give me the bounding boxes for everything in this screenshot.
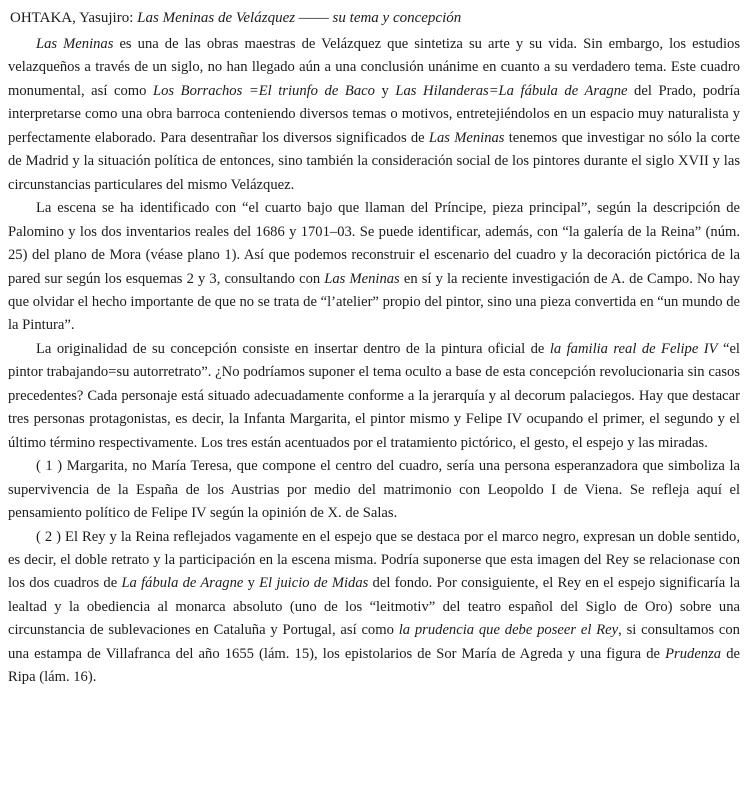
paragraph	[8, 526, 740, 690]
paragraph	[8, 338, 740, 455]
italic-title-span: Prudenza	[665, 645, 722, 662]
italic-title-span: Las Hilanderas=La fábula de Aragne	[395, 82, 628, 99]
article-body	[8, 33, 740, 690]
text-span: del fondo. Por consiguiente, el Rey en el espejo significaría la lealtad y la obediencia al monarca absoluto (uno de los “leitmotiv” del teatro español del Siglo de Oro) sobre una circunstancia de sublevaciones en Cataluña y Portugal, así como	[8, 575, 740, 639]
italic-title-span: La fábula de Aragne	[121, 575, 244, 592]
paragraph	[8, 197, 740, 338]
text-span: ( 2 ) El Rey y la Reina reflejados vagamente en el espejo que se destaca por el marco negro, expresan un doble sentido, es decir, el doble retrato y la participación en la escena misma. Podría suponerse que esta imagen del Rey se relacionase con los dos cuadros de	[8, 528, 740, 592]
italic-title-span: Los Borrachos =El triunfo de Baco	[152, 82, 375, 99]
text-span: en sí y la reciente investigación de A. de Campo. No hay que olvidar el hecho importante de que no se trata de “l’atelier” propio del pintor, sino una pieza convertida en “un mundo de la Pintura”.	[8, 270, 740, 334]
text-span: La originalidad de su concepción consiste en insertar dentro de la pintura oficial de	[36, 340, 550, 357]
italic-title-span: Las Meninas	[428, 129, 505, 146]
italic-title-span: Las Meninas	[36, 36, 114, 52]
text-span: ( 1 ) Margarita, no María Teresa, que compone el centro del cuadro, sería una persona esperanzadora que simboliza la supervivencia de la España de los Austrias por medio del matrimonio con Leopoldo I de Viena. Se refleja aquí el pensamiento político de Felipe IV según la opinión de X. de Salas.	[8, 458, 740, 522]
article-header	[10, 8, 740, 28]
text-span: del Prado, podría interpretarse como una obra barroca conteniendo diversos temas o motivos, entretejiéndolos en un espacio muy naturalista y perfectamente elaborado. Para desentrañar los diversos significados de	[8, 82, 741, 146]
text-span: y	[374, 82, 396, 99]
italic-title-span: Las Meninas	[324, 270, 400, 287]
text-span: , si consultamos con una estampa de Villafranca del año 1655 (lám. 15), los epistolarios de Sor María de Agreda y una figura de	[8, 622, 740, 662]
italic-title-span: la familia real de Felipe IV	[549, 340, 718, 357]
text-span: es una de las obras maestras de Velázquez que sintetiza su arte y su vida. Sin embargo, los estudios velazqueños a través de un siglo, no han llegado aún a una conclusión unánime en cuanto a su verdadero tema. Este cuadro monumental, así como	[8, 36, 740, 99]
text-span: de Ripa (lám. 16).	[8, 645, 740, 686]
paragraph	[8, 455, 740, 525]
text-span: La escena se ha identificado con “el cuarto bajo que llaman del Príncipe, pieza principal”, según la descripción de Palomino y los dos inventarios reales del 1686 y 1701–03. Se puede identificar, además, con “la galería de la Reina” (núm. 25) del plano de Mora (véase plano 1). Así que podemos reconstruir el escenario del cuadro y la decoración pictórica de la pared sur según los esquemas 2 y 3, consultando con	[8, 200, 740, 287]
text-span: “el pintor trabajando=su autorretrato”. ¿No podríamos suponer el tema oculto a base de esta concepción revolucionaria sin casos precedentes? Cada personaje está situado adecuadamente conforme a la jerarquía y al decorum palaciegos. Hay que destacar tres personas protagonistas, es decir, la Infanta Margarita, el pintor mismo y Felipe IV ocupando el primer, el segundo y el último término respectivamente. Los tres están acentuados por el tratamiento pictórico, el gesto, el espejo y las miradas.	[8, 340, 740, 451]
author-name: OHTAKA, Yasujiro:	[10, 10, 134, 26]
italic-title-span: la prudencia que debe poseer el Rey	[398, 622, 619, 639]
text-span: y	[243, 575, 260, 592]
italic-title-span: El juicio de Midas	[259, 575, 369, 592]
text-span: tenemos que investigar no sólo la corte de Madrid y la situación política de entonces, sino también la consideración social de los pintores durante el siglo XVII y las circunstancias particulares del mismo Velázquez.	[8, 129, 740, 193]
paragraph	[8, 33, 740, 197]
article-title: Las Meninas de Velázquez ―― su tema y concepción	[137, 10, 462, 26]
